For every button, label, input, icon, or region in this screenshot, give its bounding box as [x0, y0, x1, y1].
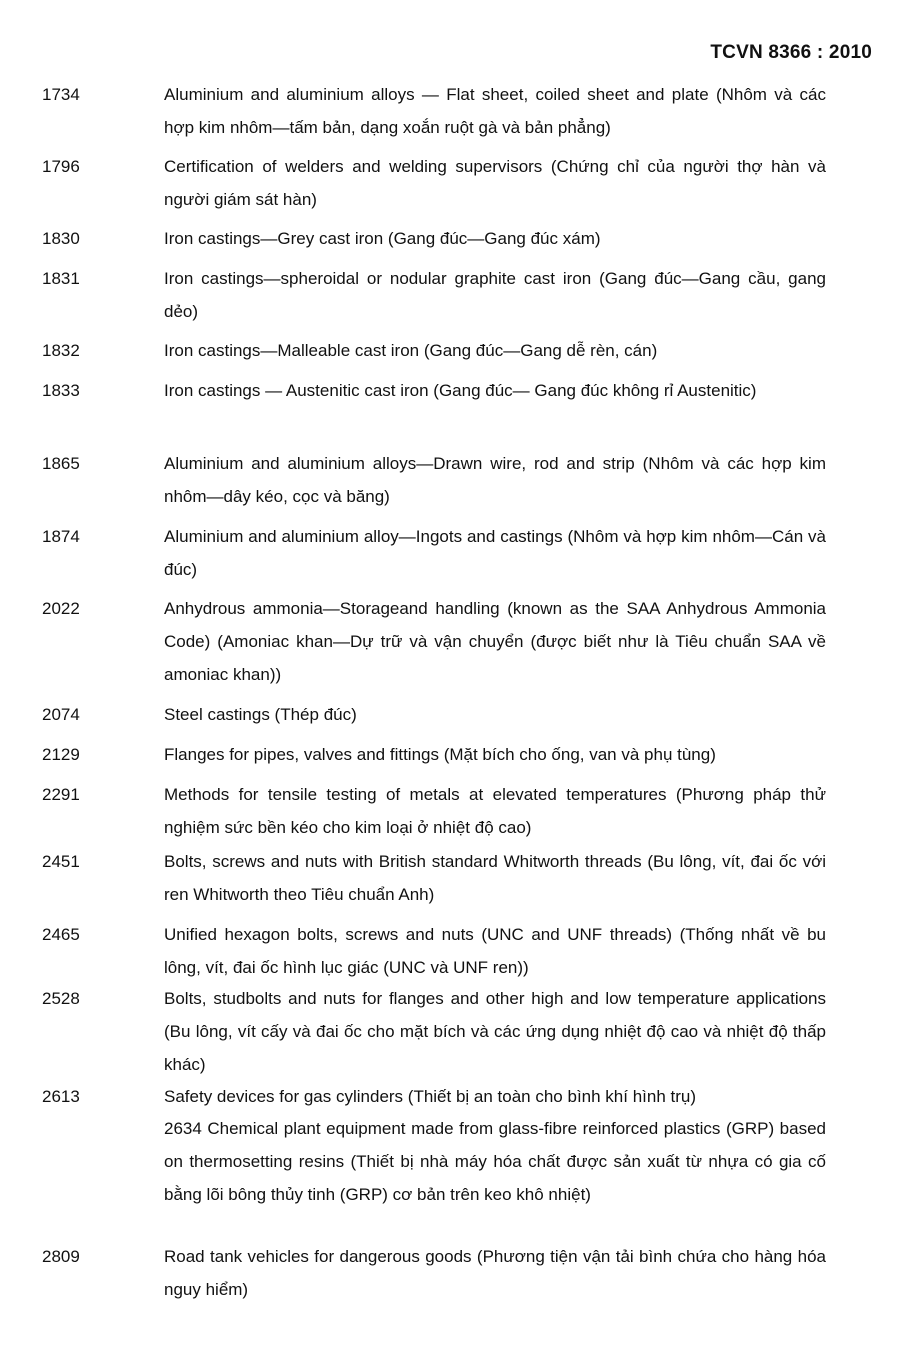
- entry-code: 2291: [42, 785, 80, 804]
- entry-text: Certification of welders and welding supervisors (Chứng chỉ của người thợ hàn và người giám sát hàn): [164, 157, 826, 209]
- entry-code: 2022: [42, 599, 80, 618]
- entry-code: 1865: [42, 454, 80, 473]
- entry-text: Methods for tensile testing of metals at elevated temperatures (Phương pháp thử nghiệm sức bền kéo cho kim loại ở nhiệt độ cao): [164, 785, 826, 837]
- entry-text: Steel castings (Thép đúc): [164, 705, 357, 724]
- entry-text: Aluminium and aluminium alloys—Drawn wire, rod and strip (Nhôm và các hợp kim nhôm—dây kéo, cọc và băng): [164, 454, 826, 506]
- entry-text: Aluminium and aluminium alloy—Ingots and castings (Nhôm và hợp kim nhôm—Cán và đúc): [164, 527, 826, 579]
- entry-code: 1831: [42, 269, 80, 288]
- entry-continuation-text: 2634 Chemical plant equipment made from glass-fibre reinforced plastics (GRP) based on thermosetting resins (Thiết bị nhà máy hóa chất được sản xuất từ nhựa có gia cố bằng lõi bông thủy tinh (GRP) cơ bản trên keo khô nhiệt): [164, 1119, 826, 1204]
- entry-code: 1830: [42, 229, 80, 248]
- entry-text: Bolts, studbolts and nuts for flanges and other high and low temperature applications (Bu lông, vít cấy và đai ốc cho mặt bích và các ứng dụng nhiệt độ cao và nhiệt độ thấp khác): [164, 989, 826, 1074]
- standard-header: TCVN 8366 : 2010: [710, 42, 872, 63]
- entry-text: Bolts, screws and nuts with British standard Whitworth threads (Bu lông, vít, đai ốc với ren Whitworth theo Tiêu chuẩn Anh): [164, 852, 826, 904]
- entry-text: Unified hexagon bolts, screws and nuts (UNC and UNF threads) (Thống nhất về bu lông, vít, đai ốc hình lục giác (UNC và UNF ren)): [164, 925, 826, 977]
- entry-code: 1833: [42, 381, 80, 400]
- entry-code: 2465: [42, 925, 80, 944]
- entry-code: 2613: [42, 1087, 80, 1106]
- entry-code: 2129: [42, 745, 80, 764]
- entry-text: Anhydrous ammonia—Storageand handling (known as the SAA Anhydrous Ammonia Code) (Amoniac khan—Dự trữ và vận chuyển (được biết như là Tiêu chuẩn SAA về amoniac khan)): [164, 599, 826, 684]
- entry-code: 1832: [42, 341, 80, 360]
- entry-code: 2528: [42, 989, 80, 1008]
- entry-code: 2074: [42, 705, 80, 724]
- entry-code: 1796: [42, 157, 80, 176]
- entry-text: Iron castings — Austenitic cast iron (Gang đúc— Gang đúc không rỉ Austenitic): [164, 381, 757, 400]
- entry-text: Aluminium and aluminium alloys — Flat sheet, coiled sheet and plate (Nhôm và các hợp kim nhôm—tấm bản, dạng xoắn ruột gà và bản phẳng): [164, 85, 826, 137]
- entry-text: Road tank vehicles for dangerous goods (Phương tiện vận tải bình chứa cho hàng hóa nguy hiểm): [164, 1247, 826, 1299]
- entry-text: Iron castings—spheroidal or nodular graphite cast iron (Gang đúc—Gang cầu, gang dẻo): [164, 269, 826, 321]
- entry-text: Iron castings—Malleable cast iron (Gang đúc—Gang dễ rèn, cán): [164, 341, 658, 360]
- entry-code: 1874: [42, 527, 80, 546]
- entry-text: Flanges for pipes, valves and fittings (Mặt bích cho ống, van và phụ tùng): [164, 745, 716, 764]
- entry-code: 1734: [42, 85, 80, 104]
- entry-code: 2809: [42, 1247, 80, 1266]
- entry-text: Safety devices for gas cylinders (Thiết bị an toàn cho bình khí hình trụ): [164, 1087, 697, 1106]
- entry-text: Iron castings—Grey cast iron (Gang đúc—Gang đúc xám): [164, 229, 601, 248]
- entry-code: 2451: [42, 852, 80, 871]
